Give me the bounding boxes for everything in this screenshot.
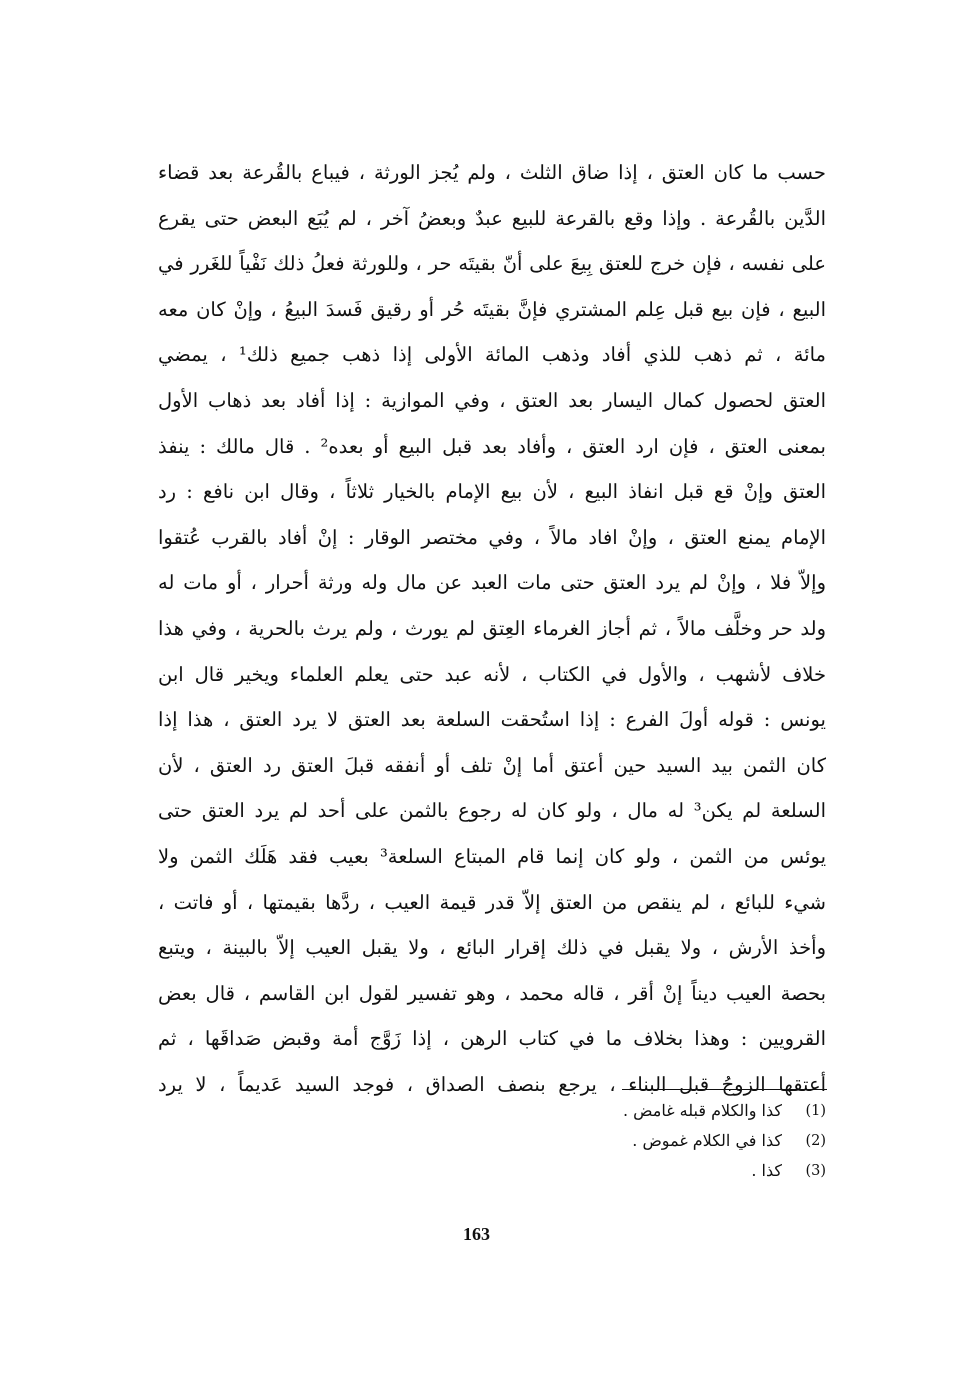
footnote-item (560, 1126, 826, 1156)
text-line: السلعة لم يكن³ له مال ، ولو كان له رجوع بالثمن على أحد لم يرد العتق حتى (158, 799, 826, 823)
footnote-text: كذا في الكلام غموض . (632, 1131, 782, 1150)
text-line: وأخذ الأرش ، ولا يقبل في ذلك إقرار البائع ، ولا يقبل العيب إلاّ بالبينة ، ويتبع (158, 936, 826, 960)
footnote-item (560, 1156, 826, 1186)
text-line: وإلاّ فلا ، وإنْ لم يرد العتق حتى مات العبد عن مال وله ورثة أحرار ، أو مات له (158, 571, 826, 595)
footnote-text: كذا والكلام قبله غامض . (623, 1101, 782, 1120)
text-line: العتق وإنْ قع قبل انفاذ البيع ، لأن بيع الإمام بالخيار ثلاثاً ، وقال ابن نافع : رد (158, 480, 826, 504)
footnote-item (560, 1096, 826, 1126)
text-line: حسب ما كان العتق ، إذا ضاق الثلث ، ولم يُجز الورثة ، فيباع بالقُرعة بعد قضاء (158, 161, 826, 184)
footnote-number: (1) (805, 1103, 826, 1119)
text-line: الإمام يمنع العتق ، وإنْ افاد مالاً ، وفي مختصر الوقار : إنْ أفاد بالقرب عُتقوا (158, 525, 826, 549)
text-line: ولد حر وخلَّف مالاً ، ثم أجاز الغرماء العِتق لم يورث ، ولم يرث بالحرية ، وفي هذا (158, 616, 826, 640)
text-line: بمعنى العتق ، فإن ارد العتق ، وأفاد بعد قبل البيع أو بعده² . قال مالك : ينفذ (158, 434, 826, 458)
footnote-number: (2) (805, 1133, 826, 1149)
text-line: العتق لحصول كمال اليسار بعد العتق ، وفي الموازية : إذا أفاد بعد ذهاب الأول (158, 388, 826, 412)
footnote-number: (3) (805, 1163, 826, 1179)
text-line: الدَّين بالقُرعة . وإذا وقع بالقرعة للبيع عبدٌ وبعضُ آخر ، لم يُبَع البعض حتى يقرع (158, 206, 826, 230)
text-line: أعتقها الزوجُ قبل البناء ، يرجع بنصف الصداق ، فوجد السيد عَديماً ، لا يرد (158, 1072, 826, 1096)
text-line: القرويين : وهذا بخلاف ما في كتاب الرهن ، إذا زَوَّج أمة وقبض صَداقَها ، ثم (158, 1027, 826, 1051)
text-line: البيع ، فإن بيع قبل عِلم المشتري فإنَّ بقيتَه حُر أو رقيق فَسدَ البيعُ ، وإنْ كان معه (158, 297, 826, 321)
footnote-separator (622, 1089, 827, 1090)
footnote-text: كذا . (751, 1161, 782, 1180)
text-line: مائة ، ثم ذهب للذي أفاد وذهب المائة الأولى إذا ذهب جميع ذلك¹ ، يمضي (158, 343, 826, 367)
text-line: بحصة العيب ديناً إنْ أقر ، قاله محمد ، وهو تفسير لقول ابن القاسم ، قال بعض (158, 981, 826, 1005)
text-line: شيء للبائع ، لم ينقص من العتق إلاّ قدر قيمة العيب ، ردَّها بقيمتها ، أو فاتت ، (158, 890, 826, 914)
text-line: كان الثمن بيد السيد حين أعتق أما إنْ تلف أو أنفقه قبلَ العتق رد العتق ، لأن (158, 753, 826, 777)
main-text-block (158, 150, 826, 1107)
footnotes (560, 1096, 826, 1186)
text-line: يوئس من الثمن ، ولو كان إنما قام المبتاع السلعة³ بعيب فقد هَلَك الثمن ولا (158, 844, 826, 868)
text-line: يونس : قوله أولَ الفرع : إذا استُحقت السلعة بعد العتق لا يرد العتق ، هذا إذا (158, 708, 826, 732)
text-line: على نفسه ، فإن خرج للعتق بِيعَ على أنّ بقيتَه حر ، وللورثة فعلُ ذلك نَفْياً للغَرر في (158, 252, 826, 276)
text-line: خلاف لأشهب ، والأول في الكتاب ، لأنه عبد حتى يعلم العلماء ويخير قال ابن (158, 662, 826, 686)
page-number: 163 (463, 1224, 490, 1244)
